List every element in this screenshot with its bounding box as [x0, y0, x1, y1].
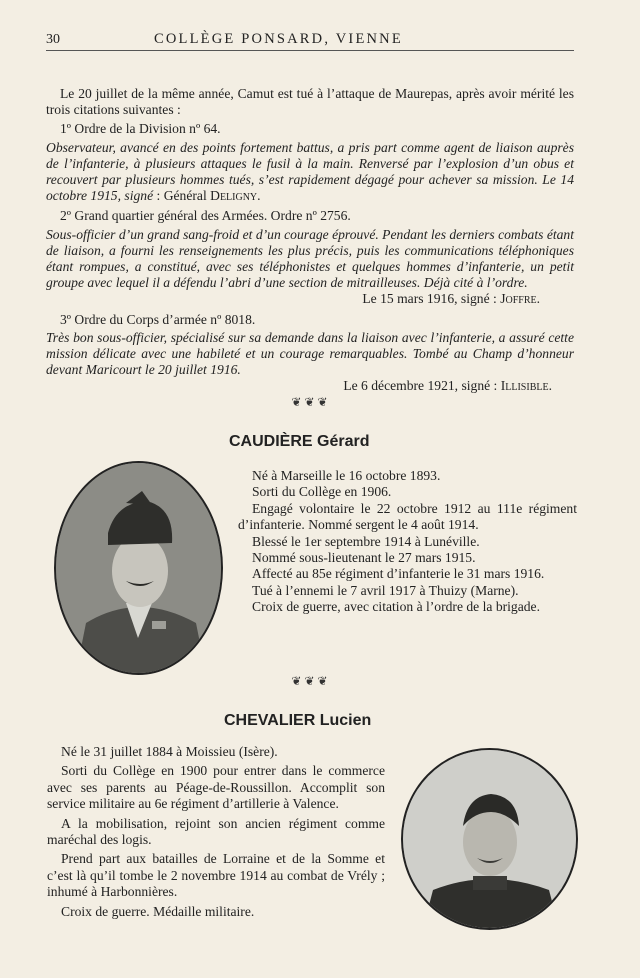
citation-2-text: Sous-officier d’un grand sang-froid et d’un courage éprouvé. Pendant les derniers combats étant de liaison, a fourni les renseignements les plus précis, puis les communications téléphoniques étant rompues, a constitué, avec ses téléphonistes et quelques hommes d’infanterie, un petit groupe avec lequel il a défendu l’abri d’une section de mitrailleuses. Déjà cité à l’ordre.	[46, 226, 574, 291]
caudiere-line-8: Croix de guerre, avec citation à l’ordre de la brigade.	[252, 599, 540, 615]
citation-1-text: Observateur, avancé en des points fortement battus, a pris part comme agent de liaison auprès de l’infanterie, à plusieurs attaques le fusil à la main. Renversé par l’explosion d’un obus et recouvert par plusieurs hommes tués, s’est rapidement dégagé pour achever sa mission. Le 14 octobre 1915,	[46, 139, 574, 204]
chevalier-line-5: Croix de guerre. Médaille militaire.	[61, 903, 255, 919]
chevalier-name	[224, 712, 371, 730]
caudiere-line-6: Affecté au 85e régiment d’infanterie le 31 mars 1916.	[252, 566, 545, 582]
portrait-photo-soldier-uniform-icon	[403, 750, 576, 928]
ornament-1: ❦❦❦	[291, 395, 331, 409]
chevalier-line-4: Prend part aux batailles de Lorraine et de la Somme et c’est là qu’il tombe le 2 novembre 1914 au combat de Vrély ; inhumé à Harbonnières.	[47, 851, 385, 900]
citation-1-body	[46, 140, 574, 205]
running-title: COLLÈGE PONSARD, VIENNE	[154, 31, 403, 47]
caudiere-line-3: Engagé volontaire le 22 octobre 1912 au 111e régiment d’infanterie. Nommé sergent le 4 août 1914.	[238, 500, 577, 533]
ornament-2: ❦❦❦	[291, 674, 331, 688]
running-header	[46, 32, 574, 51]
chevalier-line-3: A la mobilisation, rejoint son ancien régiment comme maréchal des logis.	[47, 815, 385, 848]
citation-2-signatory-name: Joffre.	[500, 291, 540, 307]
caudiere-surname: CAUDIÈRE	[229, 433, 313, 450]
citation-1-heading: 1º Ordre de la Division nº 64.	[60, 121, 221, 137]
chevalier-first-name: Lucien	[319, 712, 372, 729]
citation-3-heading: 3º Ordre du Corps d’armée nº 8018.	[60, 311, 256, 327]
caudiere-line-7: Tué à l’ennemi le 7 avril 1917 à Thuizy (Marne).	[252, 582, 519, 598]
citation-3-date: Le 6 décembre 1921, signé :	[343, 378, 501, 394]
caudiere-line-1: Né à Marseille le 16 octobre 1893.	[252, 468, 441, 483]
citation-3-text: Très bon sous-officier, spécialisé sur sa demande dans la liaison avec l’infanterie, a assuré cette mission délicate avec une habileté et un courage remarquables. Tombé au Champ d’honneur devant Maricourt le 20 juillet 1916.	[46, 329, 574, 378]
caudiere-biography	[238, 468, 577, 616]
chevalier-line-2: Sorti du Collège en 1900 pour entrer dans le commerce avec ses parents au Péage-de-Roussillon. Accomplit son service militaire au 6e régiment d’artillerie à Valence.	[47, 763, 385, 812]
citation-3-signatory-name: Illisible.	[500, 378, 552, 394]
page-number: 30	[46, 32, 60, 47]
caudiere-line-4: Blessé le 1er septembre 1914 à Lunéville.	[252, 533, 480, 549]
citation-2-signature	[46, 291, 574, 307]
caudiere-line-5: Nommé sous-lieutenant le 27 mars 1915.	[252, 550, 476, 566]
citation-1-signatory: : Général	[153, 188, 211, 204]
citation-2-heading: 2º Grand quartier général des Armées. Ordre nº 2756.	[60, 208, 351, 224]
citation-2-date: Le 15 mars 1916, signé :	[362, 291, 501, 307]
intro-paragraph: Le 20 juillet de la même année, Camut est tué à l’attaque de Maurepas, après avoir mérité les trois citations suivantes :	[46, 86, 574, 118]
caudiere-portrait	[54, 461, 223, 675]
chevalier-surname: CHEVALIER	[224, 712, 316, 729]
portrait-photo-soldier-cap-icon	[56, 463, 221, 673]
chevalier-biography	[47, 744, 385, 920]
chevalier-line-1: Né le 31 juillet 1884 à Moissieu (Isère).	[61, 744, 278, 759]
caudiere-name	[229, 433, 369, 451]
citation-1-signatory-name: Deligny.	[210, 188, 261, 204]
citations-section	[46, 86, 574, 395]
citation-3-signature	[46, 378, 574, 394]
chevalier-portrait	[401, 748, 578, 930]
caudiere-line-2: Sorti du Collège en 1906.	[252, 484, 392, 500]
caudiere-first-name: Gérard	[317, 433, 370, 450]
citation-1-signed: signé	[124, 188, 154, 204]
